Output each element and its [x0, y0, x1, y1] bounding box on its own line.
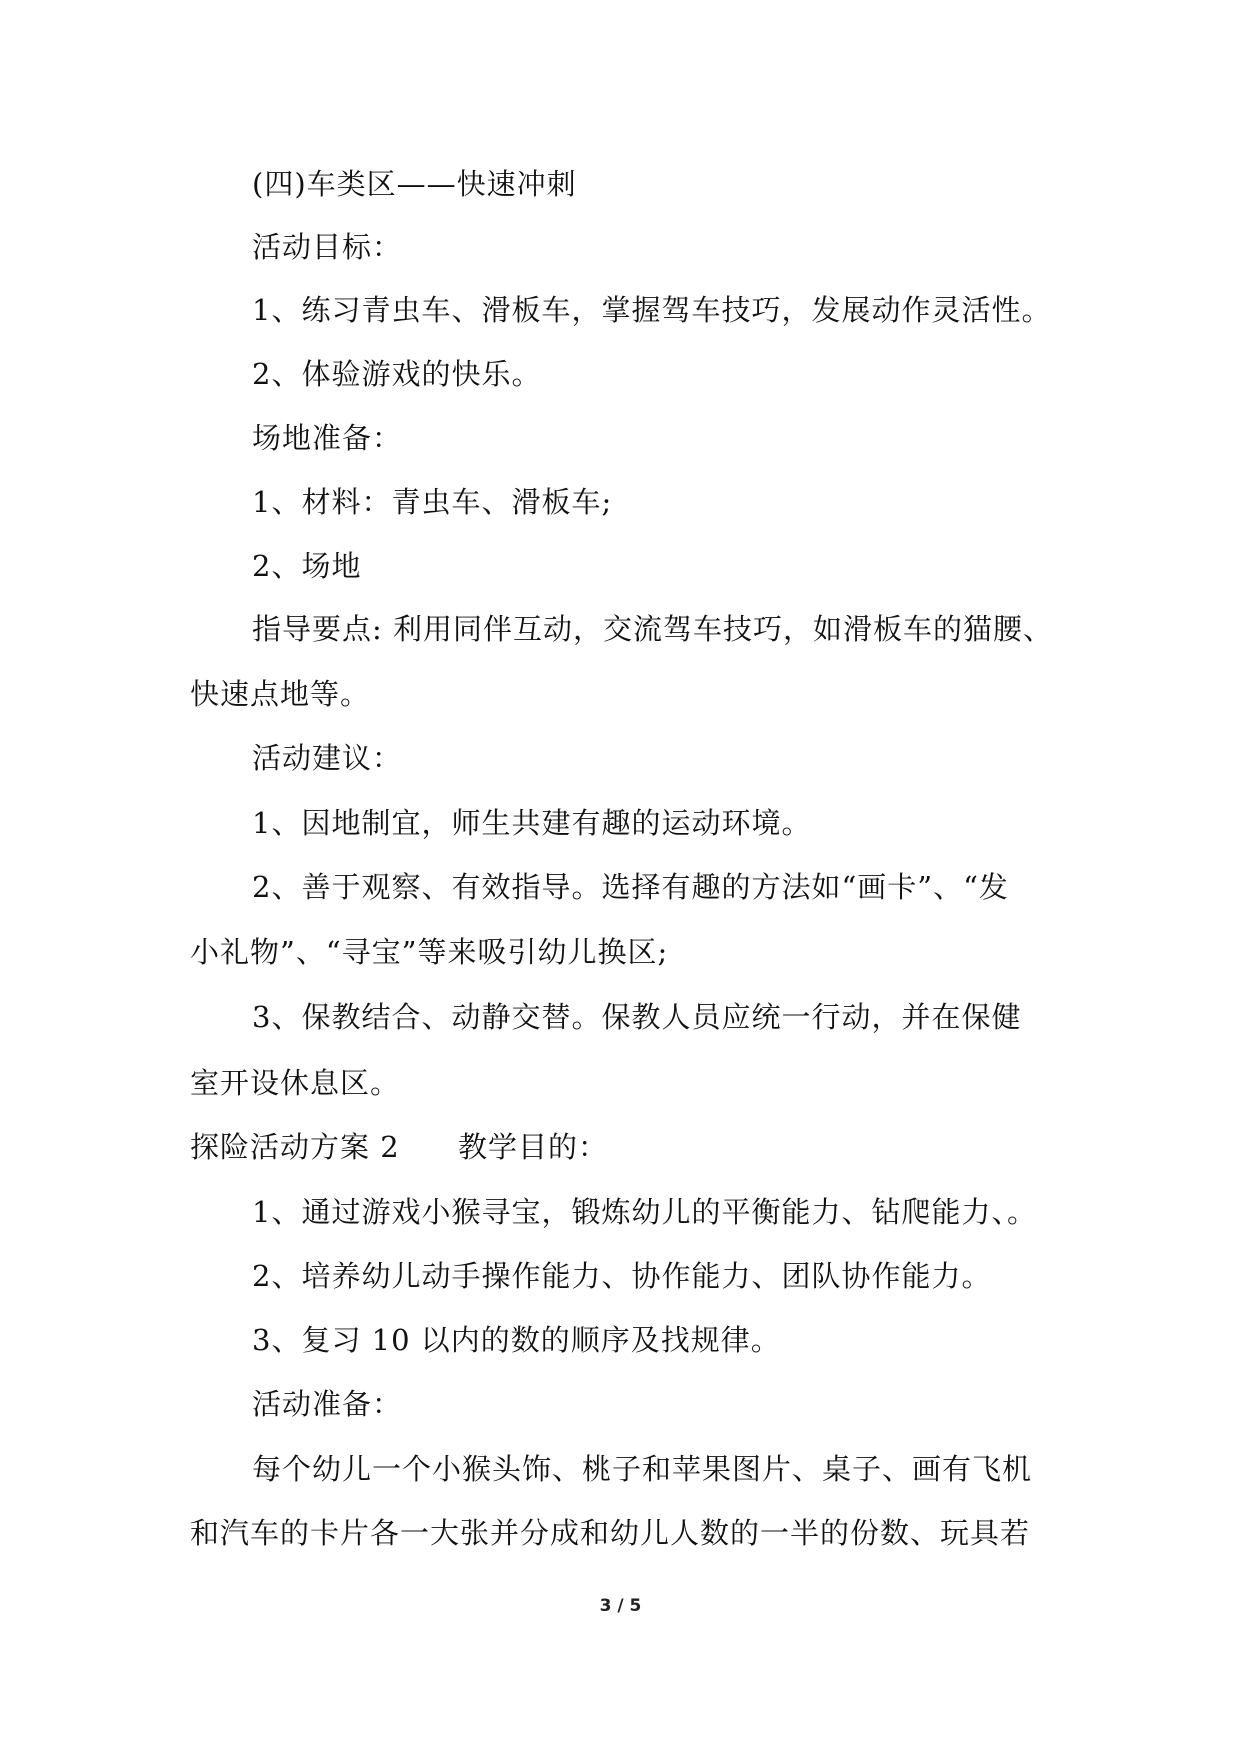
paragraph-line: 活动建议： — [252, 741, 403, 775]
paragraph-line: 指导要点: 利用同伴互动，交流驾车技巧，如滑板车的猫腰、 — [252, 612, 1053, 646]
paragraph-line: 快速点地等。 — [190, 677, 371, 711]
paragraph-line: 1、通过游戏小猴寻宝，锻炼幼儿的平衡能力、钻爬能力、。 — [252, 1195, 1037, 1229]
section-title: 探险活动方案 2 — [190, 1130, 400, 1164]
paragraph-line: 3、保教结合、动静交替。保教人员应统一行动，并在保健 — [252, 1000, 1022, 1034]
section-subheading: 教学目的： — [458, 1130, 609, 1164]
paragraph-line: 2、场地 — [252, 549, 362, 583]
page-number: 3 / 5 — [599, 1596, 642, 1616]
paragraph-line: 活动准备： — [252, 1387, 403, 1421]
paragraph-line: 场地准备： — [252, 421, 403, 455]
paragraph-line: 和汽车的卡片各一大张并分成和幼儿人数的一半的份数、玩具若 — [190, 1516, 1031, 1550]
paragraph-line: 1、练习青虫车、滑板车，掌握驾车技巧，发展动作灵活性。 — [252, 293, 1052, 327]
paragraph-line: 每个幼儿一个小猴头饰、桃子和苹果图片、桌子、画有飞机 — [252, 1452, 1033, 1486]
paragraph-line: 活动目标： — [252, 230, 403, 264]
paragraph-line: 1、材料：青虫车、滑板车; — [252, 485, 613, 519]
paragraph-line: 1、因地制宜，师生共建有趣的运动环境。 — [252, 806, 812, 840]
section-heading: (四)车类区——快速冲刺 — [252, 167, 577, 201]
paragraph-line: 2、体验游戏的快乐。 — [252, 357, 542, 391]
paragraph-line: 室开设休息区。 — [190, 1066, 401, 1100]
paragraph-line: 2、善于观察、有效指导。选择有趣的方法如“画卡”、“发 — [252, 870, 1009, 904]
paragraph-line: 2、培养幼儿动手操作能力、协作能力、团队协作能力。 — [252, 1259, 992, 1293]
paragraph-line: 小礼物”、“寻宝”等来吸引幼儿换区; — [190, 935, 669, 969]
paragraph-line: 3、复习 10 以内的数的顺序及找规律。 — [252, 1323, 781, 1357]
